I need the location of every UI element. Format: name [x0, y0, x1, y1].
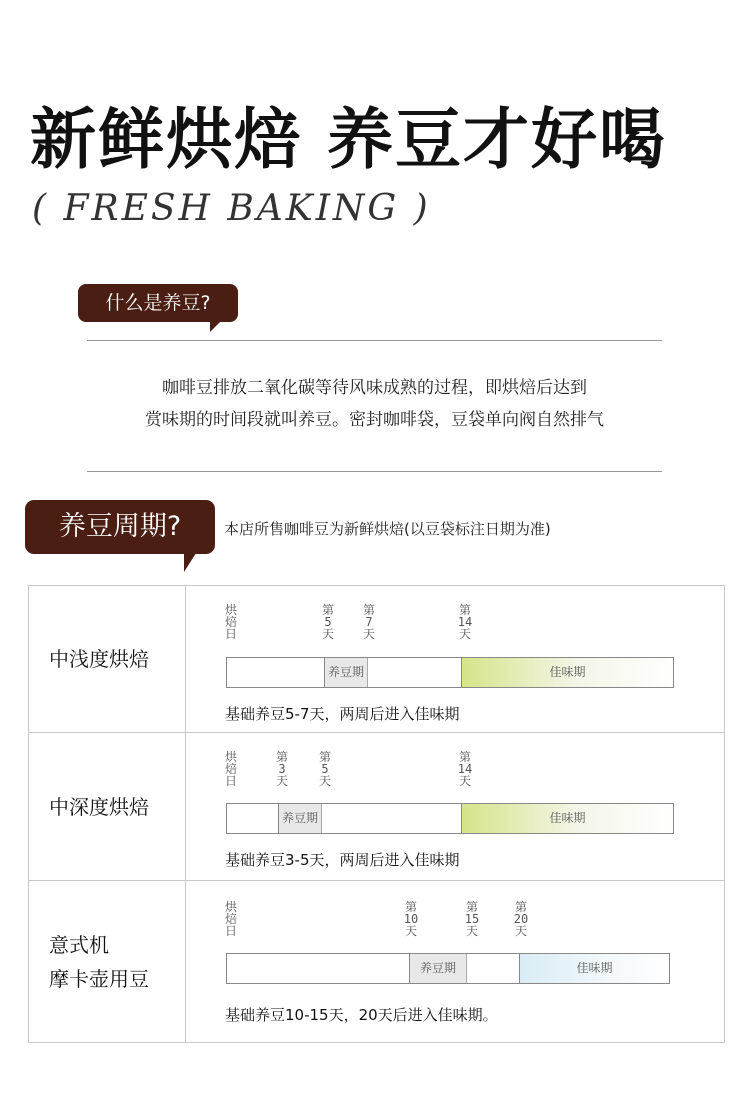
day-marker-text: 第 [465, 900, 478, 914]
roast-level-line: 意式机 [49, 932, 109, 957]
roast-level-label [29, 881, 186, 1042]
day-marker [462, 901, 482, 937]
roast-level-line: 中浅度烘焙 [49, 647, 149, 671]
day-marker [401, 901, 421, 937]
resting-period-segment: 养豆期 [278, 804, 322, 833]
resting-cycle-table [28, 585, 725, 1043]
day-marker-text: 第 [275, 750, 288, 764]
day-marker-text: 天 [465, 924, 478, 938]
bubble-tail [184, 550, 198, 572]
day-marker-text: 15 [464, 912, 480, 926]
day-marker-text: 天 [404, 924, 417, 938]
day-marker-text: 14 [457, 615, 473, 629]
resting-cycle-bubble: 养豆周期? [25, 500, 215, 554]
day-marker [511, 901, 531, 937]
day-marker-text: 3 [278, 762, 286, 776]
day-marker-text: 第 [362, 603, 375, 617]
roast-level-label [29, 733, 186, 880]
day-marker-text: 5 [324, 615, 332, 629]
divider-bottom [87, 471, 662, 472]
day-marker [455, 604, 475, 640]
day-marker-text: 第 [321, 603, 334, 617]
day-marker [272, 751, 292, 787]
page-subtitle: ( FRESH BAKING ) [32, 188, 431, 229]
table-row [29, 733, 724, 881]
day-marker [318, 604, 338, 640]
day-marker-text: 7 [365, 615, 373, 629]
intro-line-1: 咖啡豆排放二氧化碳等待风味成熟的过程，即烘焙后达到 [162, 378, 587, 398]
peak-flavor-segment: 佳味期 [519, 954, 669, 983]
intro-text [87, 372, 662, 436]
freshness-note: 本店所售咖啡豆为新鲜烘焙(以豆袋标注日期为准) [224, 520, 551, 538]
resting-period-segment: 养豆期 [324, 658, 368, 687]
day-marker [221, 604, 241, 640]
day-marker-text: 第 [318, 750, 331, 764]
day-marker-text: 第 [458, 750, 471, 764]
day-marker-text: 第 [458, 603, 471, 617]
day-marker-text: 日 [224, 627, 237, 641]
day-marker [455, 751, 475, 787]
day-marker-text: 10 [403, 912, 419, 926]
resting-period-segment: 养豆期 [409, 954, 467, 983]
day-marker-text: 日 [224, 924, 237, 938]
page-title: 新鲜烘焙 养豆才好喝 [30, 101, 667, 178]
day-marker-text: 天 [275, 774, 288, 788]
day-marker [221, 751, 241, 787]
day-marker-text: 14 [457, 762, 473, 776]
peak-flavor-segment: 佳味期 [461, 658, 673, 687]
day-marker-text: 5 [321, 762, 329, 776]
resting-description: 基础养豆3-5天，两周后进入佳味期 [225, 851, 460, 869]
resting-description: 基础养豆5-7天，两周后进入佳味期 [225, 705, 460, 723]
day-marker [315, 751, 335, 787]
day-marker-text: 焙 [224, 762, 237, 776]
day-marker-text: 焙 [224, 912, 237, 926]
day-marker-text: 天 [318, 774, 331, 788]
bubble-tail [210, 318, 224, 332]
timeline-bar [226, 657, 674, 688]
day-marker-text: 天 [458, 627, 471, 641]
intro-line-2: 赏味期的时间段就叫养豆。密封咖啡袋，豆袋单向阀自然排气 [145, 410, 604, 430]
divider-top [87, 340, 662, 341]
what-is-resting-bubble: 什么是养豆? [78, 284, 238, 322]
roast-level-line: 摩卡壶用豆 [49, 966, 149, 991]
roast-level-label [29, 586, 186, 732]
day-marker-text: 日 [224, 774, 237, 788]
day-marker-text: 烘 [224, 603, 237, 617]
day-marker-text: 烘 [224, 750, 237, 764]
day-marker [221, 901, 241, 937]
day-marker-text: 焙 [224, 615, 237, 629]
timeline-bar [226, 803, 674, 834]
day-marker-text: 第 [404, 900, 417, 914]
day-marker-text: 天 [362, 627, 375, 641]
day-marker-text: 天 [514, 924, 527, 938]
table-row [29, 881, 724, 1042]
day-marker [359, 604, 379, 640]
day-marker-text: 第 [514, 900, 527, 914]
resting-description: 基础养豆10-15天，20天后进入佳味期。 [225, 1006, 498, 1024]
roast-level-line: 中深度烘焙 [49, 794, 149, 819]
day-marker-text: 烘 [224, 900, 237, 914]
day-marker-text: 20 [513, 912, 529, 926]
table-row [29, 586, 724, 733]
day-marker-text: 天 [321, 627, 334, 641]
peak-flavor-segment: 佳味期 [461, 804, 673, 833]
day-marker-text: 天 [458, 774, 471, 788]
timeline-bar [226, 953, 670, 984]
